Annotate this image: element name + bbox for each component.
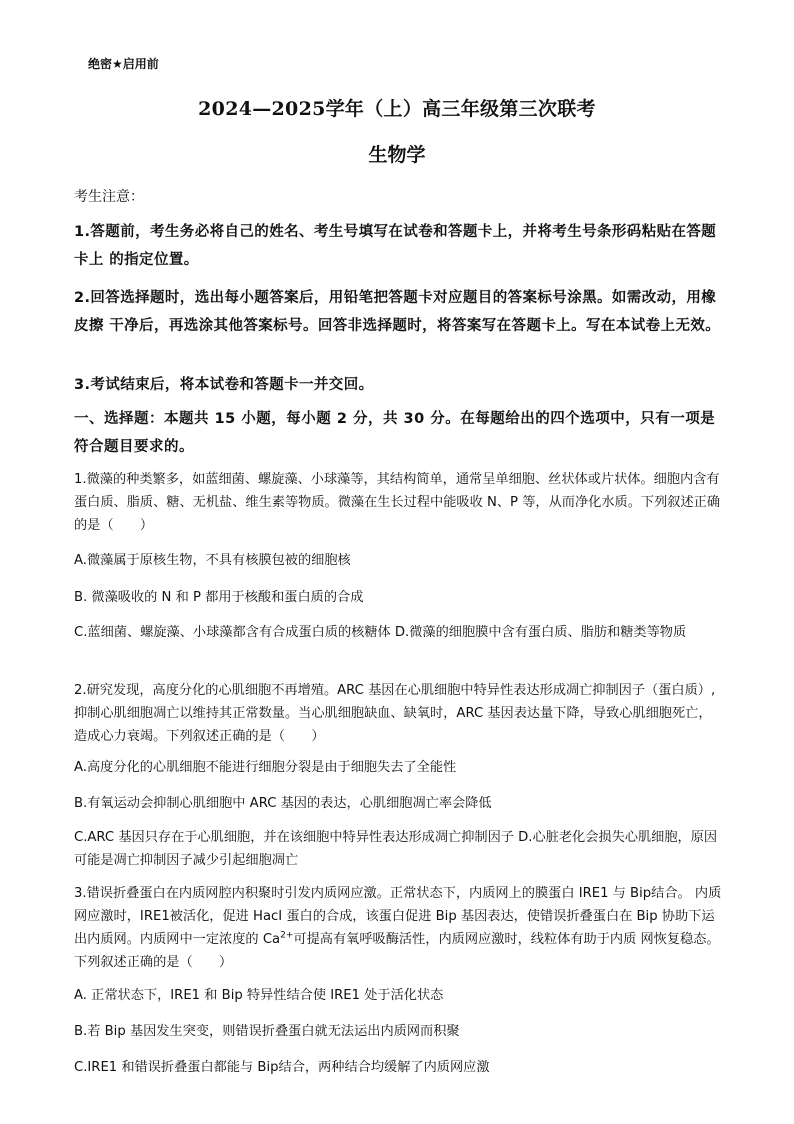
question-1-stem: 1.微藻的种类繁多，如蓝细菌、螺旋藻、小球藻等，其结构简单，通常呈单细胞、丝状体或片状体。细胞内含有蛋白质、脂质、糖、无机盐、维生素等物质。微藻在生长过程中能吸收 N、P 等，从而净化水质。下列叙述正确的是（ ）: [74, 472, 721, 533]
notes-heading: 考生注意：: [74, 189, 144, 205]
section-heading: 一、选择题：本题共 15 小题，每小题 2 分，共 30 分。在每题给出的四个选项中，只有一项是符合题目要求的。: [74, 411, 716, 455]
question-2-option-a: A.高度分化的心肌细胞不能进行细胞分裂是由于细胞失去了全能性: [74, 760, 457, 775]
confidential-label: 绝密★启用前: [88, 57, 159, 71]
subject-title: 生物学: [368, 144, 426, 166]
question-3-option-a: A. 正常状态下，IRE1 和 Bip 特异性结合使 IRE1 处于活化状态: [74, 988, 444, 1003]
note-item-2: 2.回答选择题时，选出每小题答案后，用铅笔把答题卡对应题目的答案标号涂黑。如需改动，用橡皮擦 干净后，再选涂其他答案标号。回答非选择题时，将答案写在答题卡上。写在本试卷上无效。: [74, 290, 721, 334]
question-3-option-c: C.IRE1 和错误折叠蛋白都能与 Bip结合，两种结合均缓解了内质网应激: [74, 1060, 490, 1075]
question-2-option-b: B.有氧运动会抑制心肌细胞中 ARC 基因的表达，心肌细胞凋亡率会降低: [74, 796, 492, 811]
question-1-option-b: B. 微藻吸收的 N 和 P 都用于核酸和蛋白质的合成: [74, 590, 364, 605]
exam-title: 2024—2025学年（上）高三年级第三次联考: [198, 98, 596, 120]
note-item-3: 3.考试结束后，将本试卷和答题卡一并交回。: [74, 377, 374, 393]
question-2-options-cd: C.ARC 基因只存在于心肌细胞，并在该细胞中特异性表达形成凋亡抑制因子 D.心脏老化会损失心肌细胞，原因可能是凋亡抑制因子减少引起细胞凋亡: [74, 830, 718, 868]
question-2-stem: 2.研究发现，高度分化的心肌细胞不再增殖。ARC 基因在心肌细胞中特异性表达形成凋亡抑制因子（蛋白质）,抑制心肌细胞凋亡以维持其正常数量。当心肌细胞缺血、缺氧时，ARC 基因表达量下降，导致心肌细胞死亡，造成心力衰竭。下列叙述正确的是（ ）: [74, 683, 716, 744]
question-3-option-b: B.若 Bip 基因发生突变，则错误折叠蛋白就无法运出内质网而积聚: [74, 1024, 460, 1039]
question-1-option-a: A.微藻属于原核生物，不具有核膜包被的细胞核: [74, 553, 351, 568]
question-3-stem-part2: 可提高有氧呼吸酶活性，内质网应激时，线粒体有助于内质 网恢复稳态。下列叙述正确的是（ ）: [74, 932, 720, 970]
question-3-stem-part1: 3.错误折叠蛋白在内质网腔内积聚时引发内质网应激。正常状态下，内质网上的膜蛋白 IRE1 与 Bip结合。 内质网应激时，IRE1被活化，促进 HacI 蛋白的合成，该蛋白促进 Bip 基因表达，使错误折叠蛋白在 Bip 协助下运出内质网。内质网中一定浓度的 Ca: [74, 886, 722, 947]
question-3-stem: [74, 882, 722, 974]
calcium-charge: 2+: [280, 930, 294, 941]
question-1-options-cd: C.蓝细菌、螺旋藻、小球藻都含有合成蛋白质的核糖体 D.微藻的细胞膜中含有蛋白质、脂肪和糖类等物质: [74, 625, 687, 640]
note-item-1: 1.答题前，考生务必将自己的姓名、考生号填写在试卷和答题卡上，并将考生号条形码粘贴在答题卡上 的指定位置。: [74, 224, 717, 268]
